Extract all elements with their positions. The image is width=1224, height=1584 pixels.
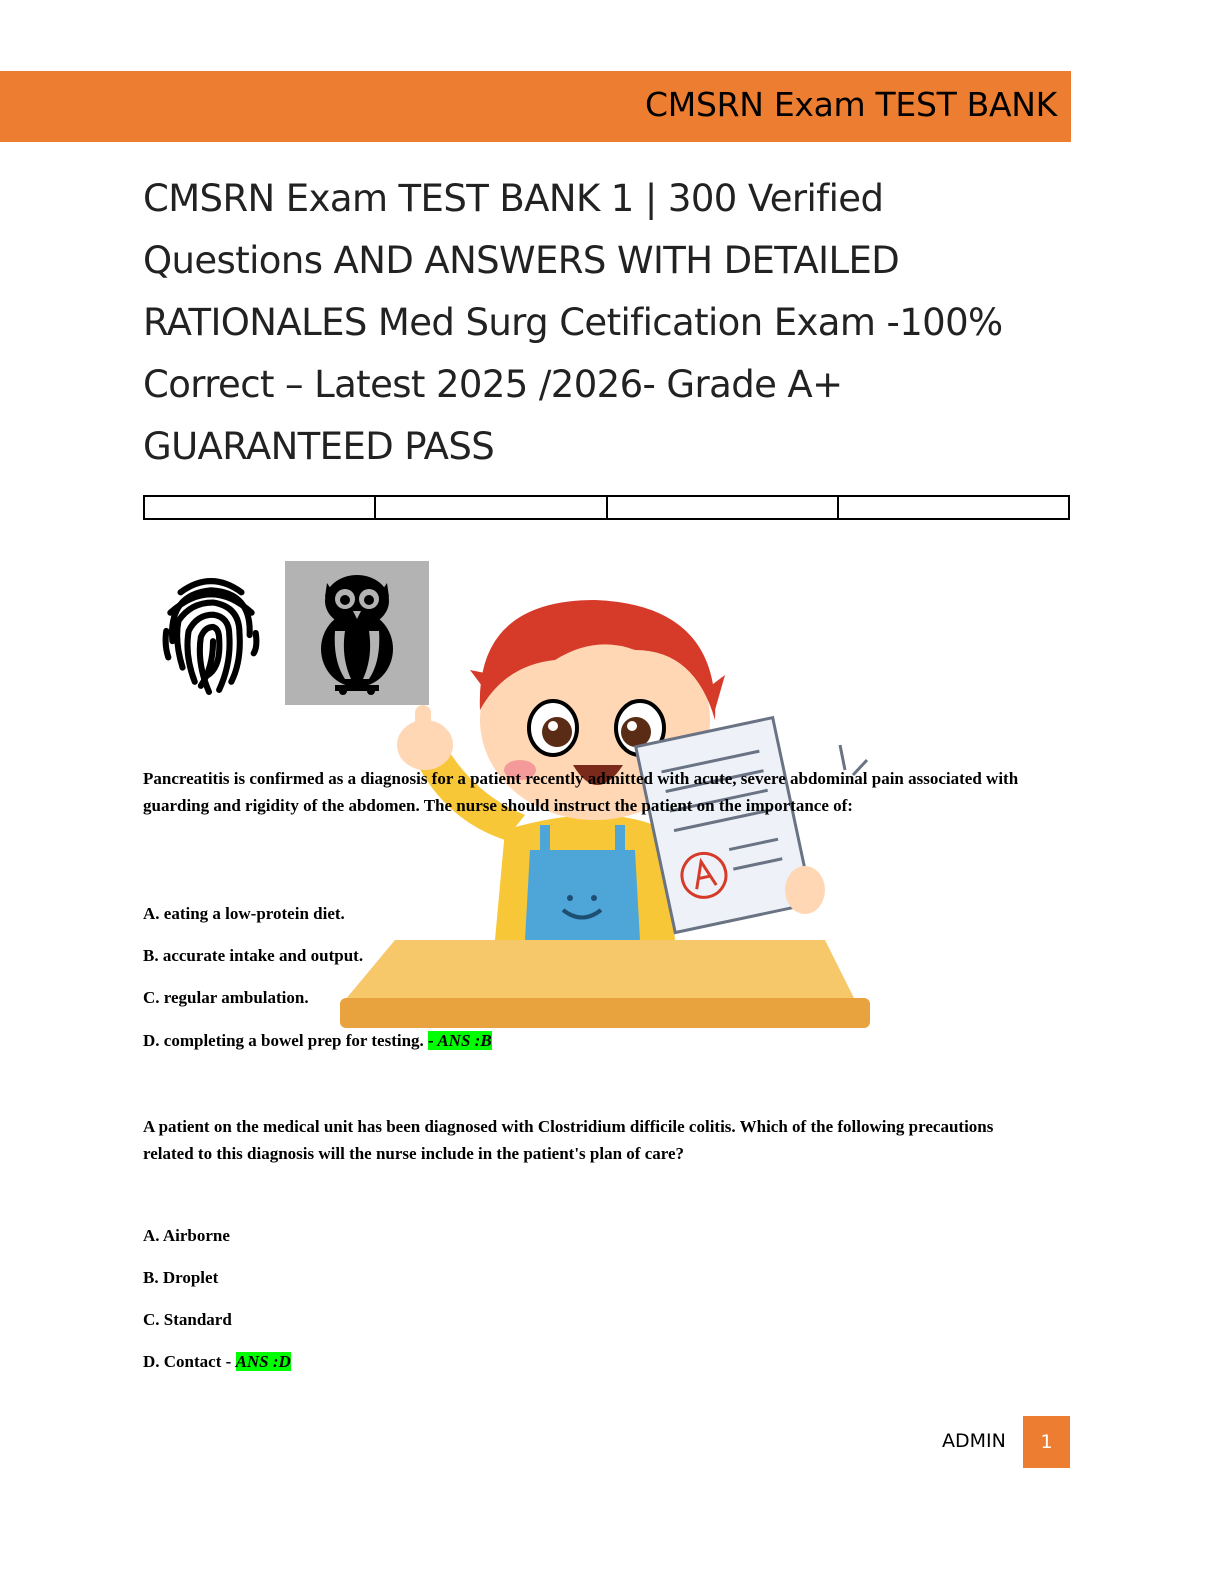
option-d (143, 1031, 492, 1051)
option-a: A. Airborne (143, 1226, 230, 1245)
option-d (143, 1352, 291, 1372)
option-d-text: D. Contact (143, 1352, 222, 1371)
option-b: B. Droplet (143, 1268, 219, 1287)
footer-label: ADMIN (942, 1430, 1006, 1452)
question-1 (143, 766, 1043, 1050)
info-cell-3 (607, 496, 838, 519)
answer-separator: - (221, 1352, 236, 1371)
option-d-text: D. completing a bowel prep for testing. (143, 1031, 424, 1050)
question-2 (143, 1114, 1043, 1371)
answer-highlight: - ANS :B (428, 1031, 492, 1050)
page-number: 1 (1023, 1416, 1070, 1468)
info-cell-4 (838, 496, 1069, 519)
option-a: A. eating a low-protein diet. (143, 904, 345, 923)
answer-highlight: ANS :D (235, 1352, 291, 1371)
info-cell-1 (144, 496, 375, 519)
header-title: CMSRN Exam TEST BANK (645, 85, 1057, 124)
option-c: C. Standard (143, 1310, 232, 1329)
fingerprint-icon (160, 570, 262, 696)
option-b: B. accurate intake and output. (143, 946, 364, 965)
question-stem: A patient on the medical unit has been diagnosed with Clostridium difficile colitis. Which of the following precautions related to this diagnosis will the nurse include in the patient's plan of care? (143, 1117, 994, 1163)
question-stem: Pancreatitis is confirmed as a diagnosis for a patient recently admitted with acute, severe abdominal pain associated with guarding and rigidity of the abdomen. The nurse should instruct the patient on the importance of: (143, 769, 1019, 815)
info-table (143, 495, 1070, 520)
info-cell-2 (375, 496, 606, 519)
option-c: C. regular ambulation. (143, 988, 309, 1007)
header-bar (0, 71, 1071, 142)
document-title: CMSRN Exam TEST BANK 1 | 300 Verified Questions AND ANSWERS WITH DETAILED RATIONALES Med Surg Cetification Exam -100% Correct – Latest 2025 /2026- Grade A+ GUARANTEED PASS (143, 177, 1003, 468)
